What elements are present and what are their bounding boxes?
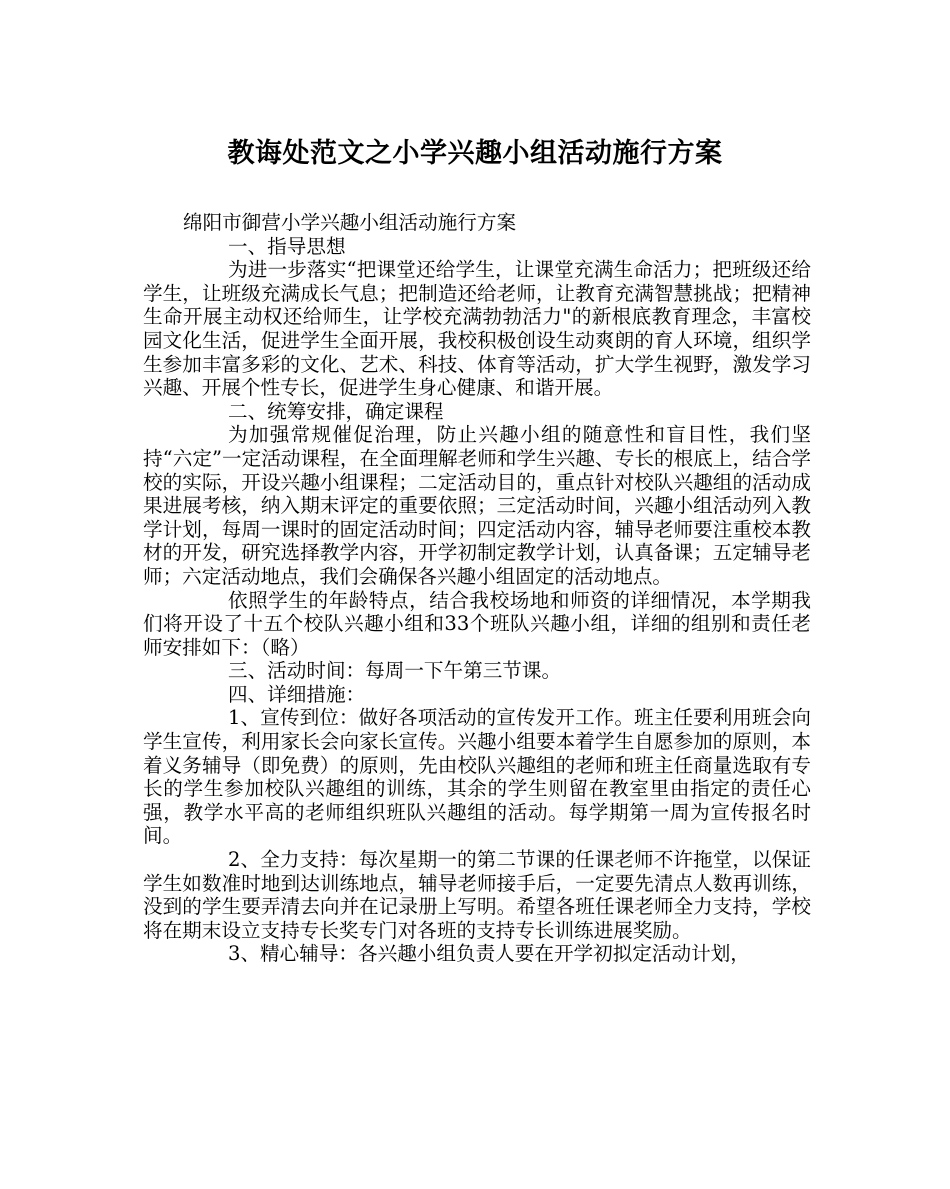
section-heading-arrangement: 二、统筹安排，确定课程 (228, 399, 444, 423)
paragraph-measure-publicity: 1、宣传到位：做好各项活动的宣传发开工作。班主任要利用班会向学生宣传，利用家长会向家长宣传。兴趣小组要本着学生自愿参加的原则，本着义务辅导（即免费）的原则，先由校队兴趣组的老师和班主任商量选取有专长的学生参加校队兴趣组的训练，其余的学生则留在教室里由指定的责任心强，教学水平高的老师组织班队兴趣组的活动。每学期第一周为宣传报名时间。 (143, 706, 811, 848)
section-heading-measures: 四、详细措施： (228, 682, 366, 706)
paragraph-measure-support: 2、全力支持：每次星期一的第二节课的任课老师不许拖堂，以保证学生如数准时地到达训练地点，辅导老师接手后，一定要先清点人数再训练，没到的学生要弄清去向并在记录册上写明。希望各班任课老师全力支持，学校将在期末设立支持专长奖专门对各班的支持专长训练进展奖励。 (143, 848, 811, 942)
section-heading-guiding-thought: 一、指导思想 (228, 234, 346, 258)
paragraph-measure-coaching: 3、精心辅导：各兴趣小组负责人要在开学初拟定活动计划， (228, 942, 750, 966)
section-heading-activity-time: 三、活动时间：每周一下午第三节课。 (228, 659, 562, 683)
page-title: 教诲处范文之小学兴趣小组活动施行方案 (227, 138, 723, 169)
paragraph-guiding-thought: 为进一步落实“把课堂还给学生，让课堂充满生命活力；把班级还给学生，让班级充满成长气息；把制造还给老师，让教育充满智慧挑战；把精神生命开展主动权还给师生，让学校充满勃勃活力"的新根底教育理念，丰富校园文化生活，促进学生全面开展，我校积极创设生动爽朗的育人环境，组织学生参加丰富多彩的文化、艺术、科技、体育等活动，扩大学生视野，激发学习兴趣、开展个性专长，促进学生身心健康、和谐开展。 (143, 258, 811, 400)
document-body (143, 211, 811, 966)
document-subtitle: 绵阳市御营小学兴趣小组活动施行方案 (183, 211, 517, 234)
paragraph-six-fixed: 为加强常规催促治理，防止兴趣小组的随意性和盲目性，我们坚持“六定”一定活动课程，在全面理解老师和学生兴趣、专长的根底上，结合学校的实际，开设兴趣小组课程；二定活动目的，重点针对校队兴趣组的活动成果进展考核，纳入期末评定的重要依照；三定活动时间，兴趣小组活动列入教学计划，每周一课时的固定活动时间；四定活动内容，辅导老师要注重校本教材的开发，研究选择教学内容，开学初制定教学计划，认真备课；五定辅导老师；六定活动地点，我们会确保各兴趣小组固定的活动地点。 (143, 423, 811, 588)
paragraph-groups: 依照学生的年龄特点，结合我校场地和师资的详细情况，本学期我们将开设了十五个校队兴趣小组和33个班队兴趣小组，详细的组别和责任老师安排如下：（略） (143, 588, 811, 659)
